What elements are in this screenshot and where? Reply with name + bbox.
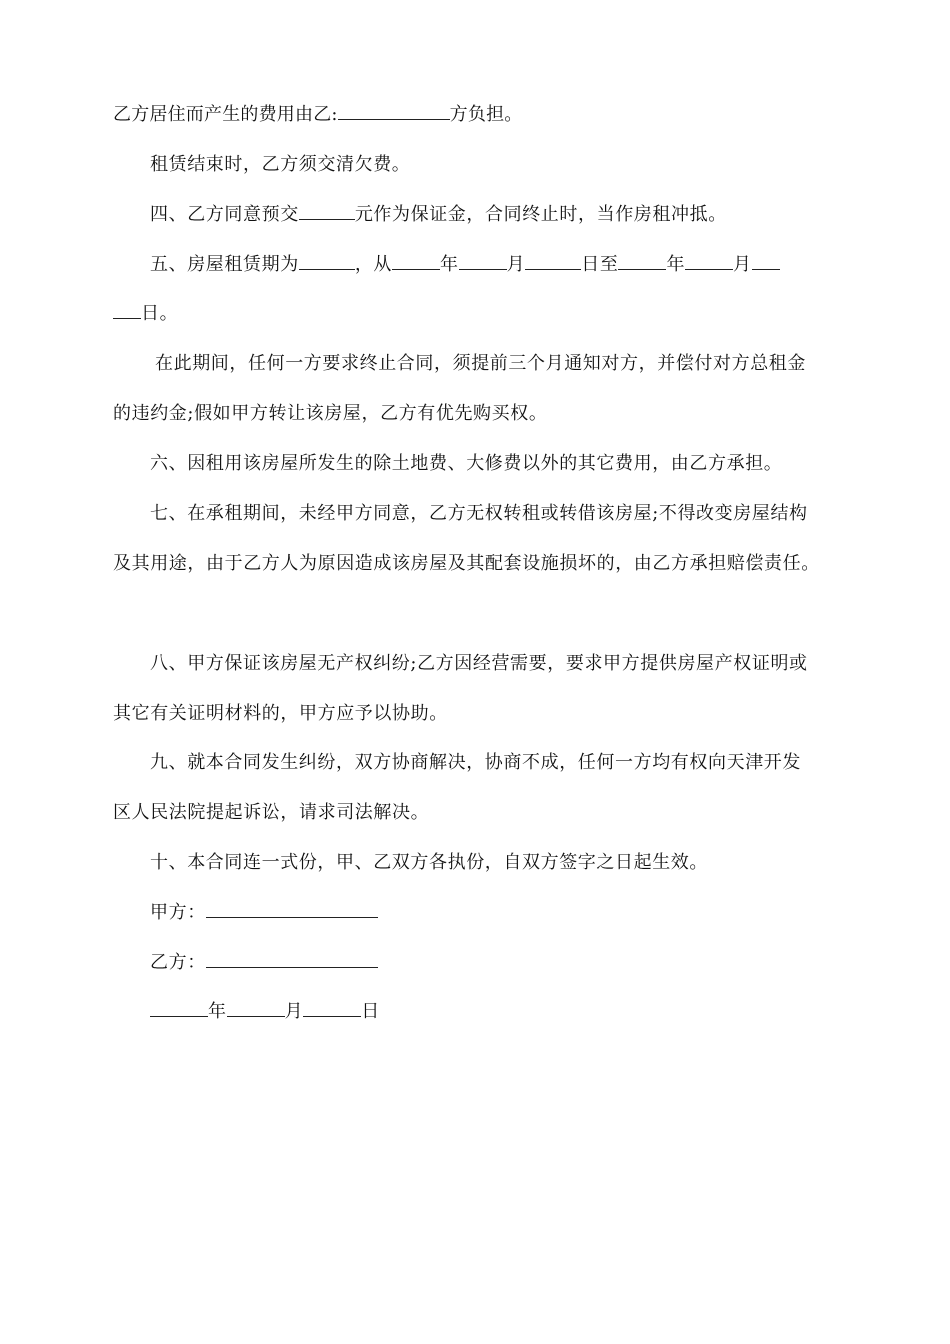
start-day-label: 日至: [581, 254, 619, 275]
date-month-label: 月: [284, 1001, 304, 1022]
deposit-clause: [150, 203, 727, 227]
lease-term-text: 五、房屋租赁期为: [150, 254, 299, 275]
deposit-text-end: 元作为保证金，合同终止时，当作房租冲抵。: [354, 204, 727, 225]
start-year-blank: [392, 253, 440, 270]
end-day-label: 日。: [141, 303, 179, 324]
end-month-label: 月: [733, 254, 752, 275]
effective-clause: 十、本合同连一式份，甲、乙双方各执份，自双方签字之日起生效。: [150, 852, 708, 873]
end-year-label: 年: [666, 254, 686, 275]
date-year-blank: [150, 1000, 208, 1017]
deposit-amount-blank: [299, 203, 355, 220]
date-day-label: 日: [361, 1001, 380, 1022]
end-day-blank-a: [752, 253, 780, 270]
dispute-clause-line1: 九、就本合同发生纠纷，双方协商解决，协商不成，任何一方均有权向天津开发: [150, 752, 801, 773]
start-month-label: 月: [506, 254, 526, 275]
sublease-clause-line2: 及其用途，由于乙方人为原因造成该房屋及其配套设施损坏的，由乙方承担赔偿责任。: [113, 553, 820, 574]
fee-party-blank: [338, 103, 450, 120]
date-month-blank: [227, 1000, 285, 1017]
signing-date-line: [150, 1000, 380, 1024]
termination-clause-line1: 在此期间，任何一方要求终止合同，须提前三个月通知对方，并偿付对方总租金: [155, 353, 806, 374]
end-year-blank: [618, 253, 666, 270]
settlement-clause: 租赁结束时，乙方须交清欠费。: [150, 154, 411, 175]
dispute-clause-line2: 区人民法院提起诉讼，请求司法解决。: [113, 802, 430, 823]
end-month-blank: [685, 253, 733, 270]
deposit-text: 四、乙方同意预交: [150, 204, 299, 225]
end-day-blank-b: [113, 302, 141, 319]
lease-from-text: ，从: [354, 254, 393, 275]
date-day-blank: [303, 1000, 361, 1017]
date-year-label: 年: [208, 1001, 227, 1022]
lease-term-continued: [113, 302, 178, 326]
fee-clause-line: [113, 103, 522, 127]
property-rights-clause-line2: 其它有关证明材料的，甲方应予以协助。: [113, 703, 448, 724]
lease-term-blank: [299, 253, 355, 270]
fee-clause-end: 方负担。: [449, 104, 523, 125]
party-a-label: 甲方：: [150, 902, 206, 923]
lease-term-clause: [150, 253, 780, 277]
party-a-signature-blank: [206, 901, 378, 918]
sublease-clause-line1: 七、在承租期间，未经甲方同意，乙方无权转租或转借该房屋;不得改变房屋结构: [150, 503, 808, 524]
party-b-label: 乙方：: [150, 952, 206, 973]
start-year-label: 年: [440, 254, 459, 275]
party-b-signature-blank: [206, 951, 378, 968]
fee-clause-text: 乙方居住而产生的费用由乙:: [113, 104, 338, 125]
termination-clause-line2: 的违约金;假如甲方转让该房屋，乙方有优先购买权。: [113, 403, 548, 424]
other-fees-clause: 六、因租用该房屋所发生的除土地费、大修费以外的其它费用，由乙方承担。: [150, 453, 783, 474]
party-b-signature-line: [150, 951, 378, 975]
start-month-blank: [459, 253, 507, 270]
party-a-signature-line: [150, 901, 378, 925]
start-day-blank: [525, 253, 581, 270]
property-rights-clause-line1: 八、甲方保证该房屋无产权纠纷;乙方因经营需要，要求甲方提供房屋产权证明或: [150, 653, 808, 674]
